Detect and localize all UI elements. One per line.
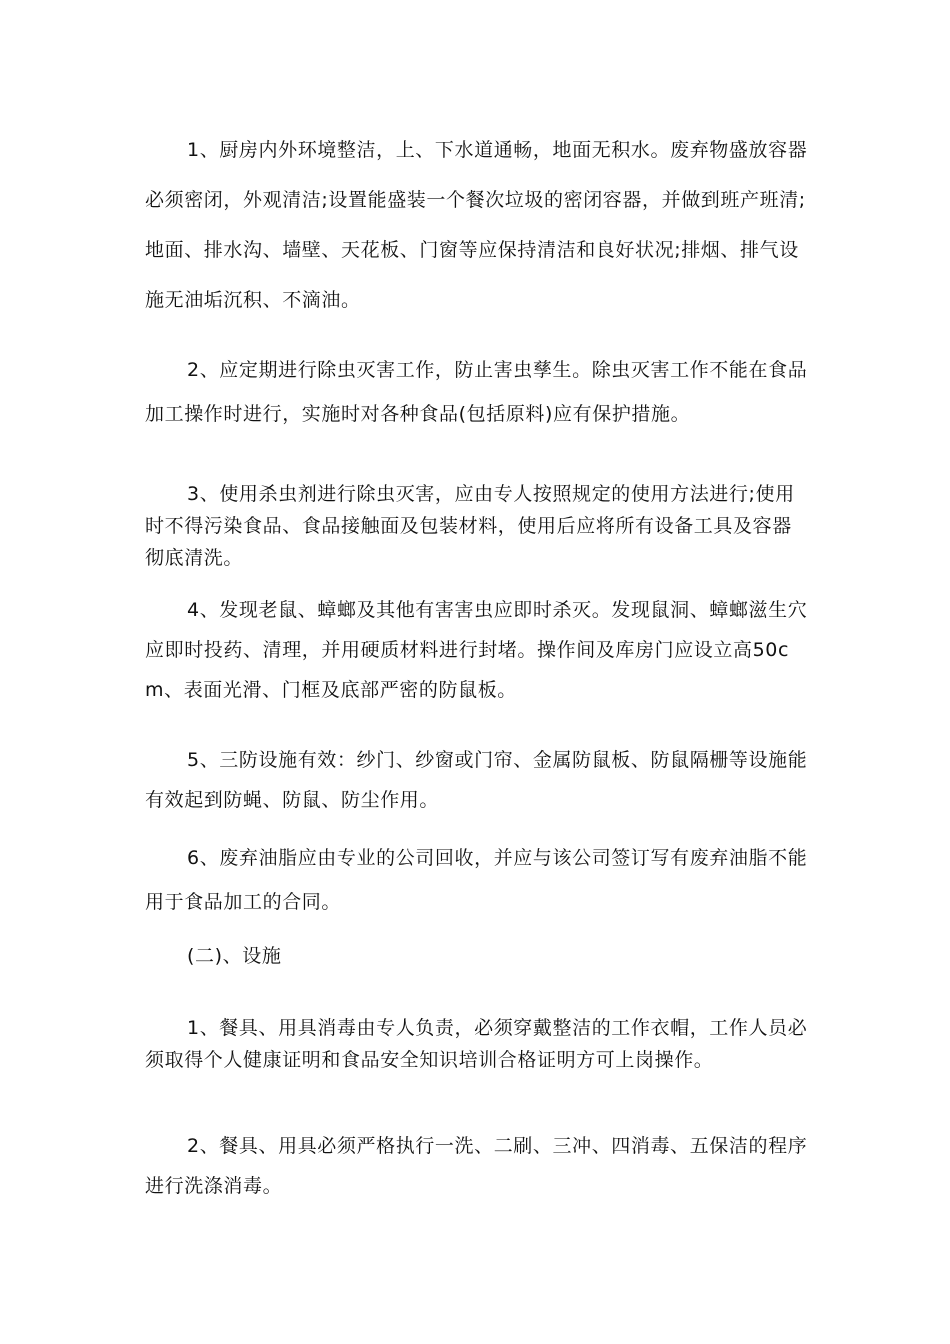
paragraph-disinfection-staff: 1、餐具、用具消毒由专人负责，必须穿戴整洁的工作衣帽，工作人员必须取得个人健康证明和食品安全知识培训合格证明方可上岗操作。 (145, 1017, 808, 1071)
paragraph-rodent-control: 4、发现老鼠、蟑螂及其他有害害虫应即时杀灭。发现鼠洞、蟑螂滋生穴应即时投药、清理，并用硬质材料进行封堵。操作间及库房门应设立高50cm、表面光滑、门框及底部严密的防鼠板。 (145, 599, 808, 701)
paragraph-environment-cleanliness: 1、厨房内外环境整洁，上、下水道通畅，地面无积水。废弃物盛放容器必须密闭，外观清洁;设置能盛装一个餐次垃圾的密闭容器，并做到班产班清;地面、排水沟、墙壁、天花板、门窗等应保持清洁和良好状况;排烟、排气设施无油垢沉积、不滴油。 (145, 139, 808, 311)
section-heading-facilities: (二)、设施 (187, 945, 282, 967)
paragraph-insecticide-use: 3、使用杀虫剂进行除虫灭害，应由专人按照规定的使用方法进行;使用时不得污染食品、食品接触面及包装材料，使用后应将所有设备工具及容器彻底清洗。 (145, 483, 795, 569)
paragraph-three-prevention: 5、三防设施有效：纱门、纱窗或门帘、金属防鼠板、防鼠隔栅等设施能有效起到防蝇、防鼠、防尘作用。 (145, 749, 808, 811)
paragraph-waste-oil: 6、废弃油脂应由专业的公司回收，并应与该公司签订写有废弃油脂不能用于食品加工的合同。 (145, 847, 808, 913)
paragraph-pest-control-schedule: 2、应定期进行除虫灭害工作，防止害虫孳生。除虫灭害工作不能在食品加工操作时进行，实施时对各种食品(包括原料)应有保护措施。 (145, 359, 808, 425)
paragraph-washing-procedure: 2、餐具、用具必须严格执行一洗、二刷、三冲、四消毒、五保洁的程序进行洗涤消毒。 (145, 1135, 808, 1197)
